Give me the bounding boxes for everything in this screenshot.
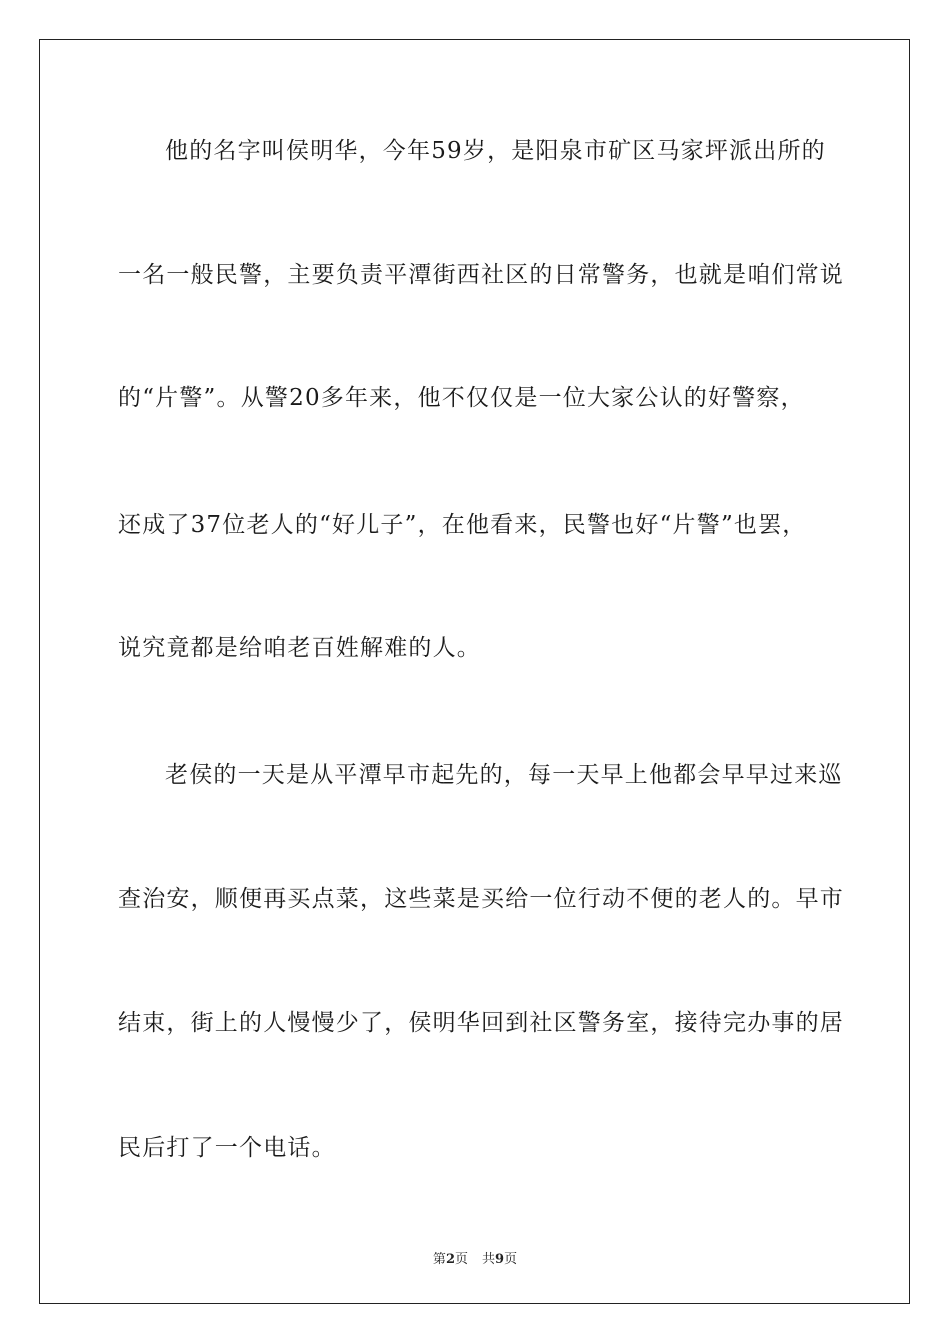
page-prefix: 第 <box>432 1252 446 1267</box>
total-suffix: 页 <box>504 1252 518 1267</box>
paragraph-2-line-4: 民后打了一个电话。 <box>118 1135 336 1161</box>
paragraph-1-line-3: 的“片警”。从警20多年来，他不仅仅是一位大家公认的好警察， <box>118 385 805 411</box>
paragraph-1-line-2: 一名一般民警，主要负责平潭街西社区的日常警务，也就是咱们常说 <box>118 262 844 288</box>
total-page-number: 9 <box>495 1252 505 1267</box>
paragraph-2-line-2: 查治安，顺便再买点菜，这些菜是买给一位行动不便的老人的。早市 <box>118 886 844 912</box>
page-footer <box>0 1248 950 1267</box>
page-border <box>39 39 910 1304</box>
paragraph-2-line-3: 结束，街上的人慢慢少了，侯明华回到社区警务室，接待完办事的居 <box>118 1010 844 1036</box>
paragraph-2-line-1: 老侯的一天是从平潭早市起先的，每一天早上他都会早早过来巡 <box>165 762 843 788</box>
total-prefix: 共 <box>482 1252 496 1267</box>
paragraph-1-line-4: 还成了37位老人的“好儿子”，在他看来，民警也好“片警”也罢， <box>118 512 807 538</box>
paragraph-1-line-5: 说究竟都是给咱老百姓解难的人。 <box>118 635 481 661</box>
paragraph-1-line-1: 他的名字叫侯明华，今年59岁，是阳泉市矿区马家坪派出所的 <box>165 138 826 164</box>
current-page-number: 2 <box>445 1252 455 1267</box>
page-suffix: 页 <box>454 1252 468 1267</box>
